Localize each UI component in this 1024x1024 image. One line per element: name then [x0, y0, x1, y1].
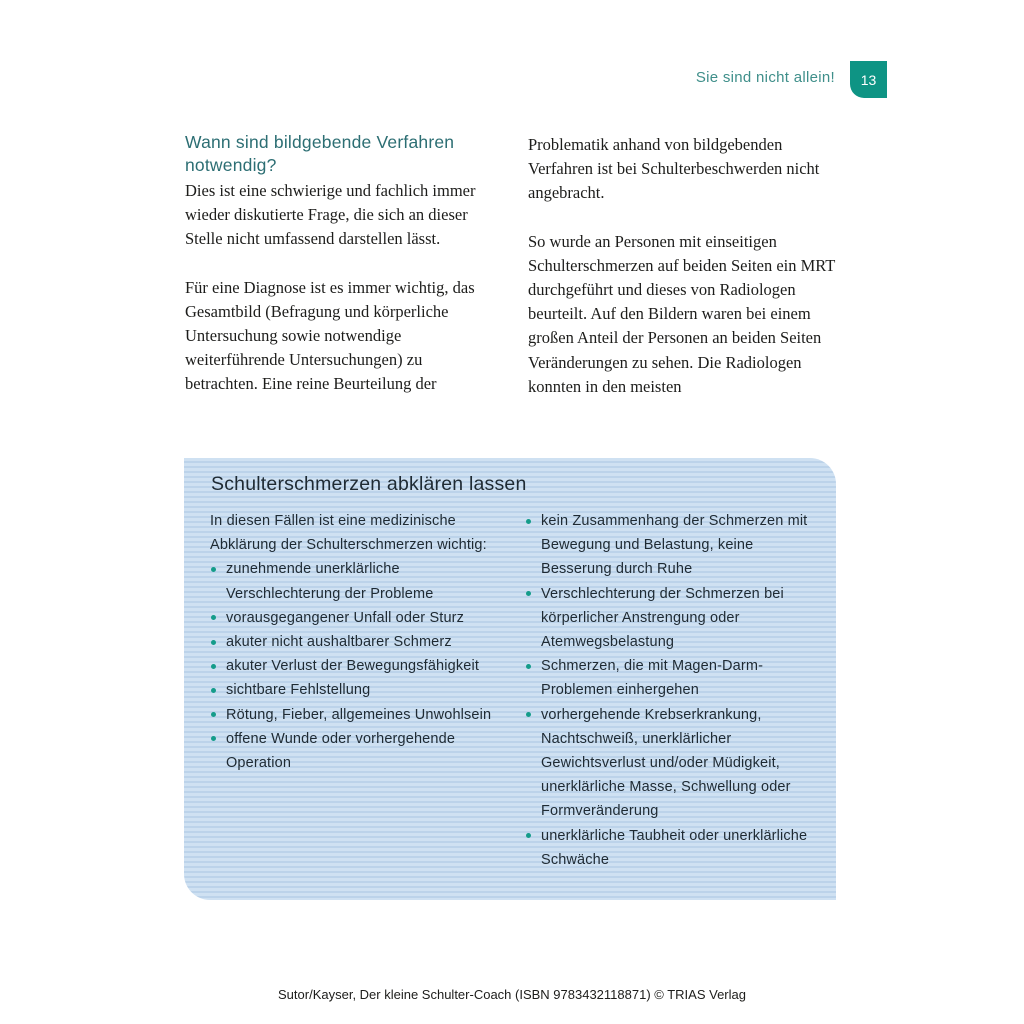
list-item [210, 678, 510, 702]
list-item-text: vorhergehende Krebserkrankung, Nachtschweiß, unerklärlicher Gewichtsverlust und/oder Müdigkeit, unerklärliche Masse, Schwellung oder Formveränderung [541, 706, 791, 820]
bullet-icon [526, 712, 531, 717]
list-item-text: Rötung, Fieber, allgemeines Unwohlsein [226, 706, 492, 723]
page-number-badge: 13 [850, 61, 887, 98]
list-item [210, 703, 510, 727]
list-item [210, 654, 510, 678]
article-left-column [185, 131, 495, 397]
info-box-right-column [525, 509, 825, 872]
list-item [525, 582, 825, 655]
list-item [525, 509, 825, 582]
list-item-text: sichtbare Fehlstellung [226, 682, 371, 699]
list-item [210, 557, 510, 605]
section-heading: Wann sind bildgebende Verfahren notwendig? [185, 132, 455, 175]
bullet-icon [211, 615, 216, 620]
symptom-list-right [525, 509, 825, 872]
list-item [525, 703, 825, 824]
list-item-text: Schmerzen, die mit Magen-Darm-Problemen einhergehen [541, 658, 764, 699]
list-item [525, 824, 825, 872]
bullet-icon [211, 688, 216, 693]
list-item-text: offene Wunde oder vorhergehende Operation [226, 730, 456, 772]
bullet-icon [526, 591, 531, 596]
running-header-title: Sie sind nicht allein! [695, 69, 835, 86]
info-box-title: Schulterschmerzen abklären lassen [211, 473, 527, 495]
info-box [184, 458, 836, 900]
list-item-text: unerklärliche Taubheit oder unerklärliche Schwäche [541, 827, 808, 868]
info-box-intro: In diesen Fällen ist eine medizinische Abklärung der Schulterschmerzen wichtig: [210, 513, 487, 554]
symptom-list-left [210, 557, 510, 775]
bullet-icon [211, 664, 216, 669]
bullet-icon [526, 833, 531, 838]
paragraph: So wurde an Personen mit einseitigen Schulterschmerzen auf beiden Seiten ein MRT durchgeführt und dieses von Radiologen beurteilt. Auf den Bildern waren bei einem großen Anteil der Personen an beiden Seiten Veränderungen zu sehen. Die Radiologen konnten in den meisten [528, 231, 836, 396]
list-item-text: zunehmende unerklärliche Verschlechterung der Probleme [226, 561, 434, 602]
list-item [525, 654, 825, 702]
list-item-text: kein Zusammenhang der Schmerzen mit Bewegung und Belastung, keine Besserung durch Ruhe [541, 513, 808, 578]
list-item-text: vorausgegangener Unfall oder Sturz [226, 609, 465, 626]
bullet-icon [211, 736, 216, 741]
bullet-icon [211, 640, 216, 645]
bullet-icon [526, 519, 531, 524]
list-item-text: akuter nicht aushaltbarer Schmerz [226, 634, 452, 651]
footer-credit: Sutor/Kayser, Der kleine Schulter-Coach (ISBN 9783432118871) © TRIAS Verlag [278, 987, 746, 1002]
list-item [210, 606, 510, 630]
list-item [210, 727, 510, 775]
article-right-column [528, 133, 838, 399]
list-item-text: akuter Verlust der Bewegungsfähigkeit [226, 658, 480, 675]
paragraph: Problematik anhand von bildgebenden Verfahren ist bei Schulterbeschwerden nicht angebracht. [528, 135, 820, 203]
bullet-icon [526, 664, 531, 669]
paragraph: Dies ist eine schwierige und fachlich immer wieder diskutierte Frage, die sich an dieser Stelle nicht umfassend darstellen lässt. [185, 181, 476, 249]
bullet-icon [211, 712, 216, 717]
info-box-left-column [210, 509, 510, 775]
paragraph: Für eine Diagnose ist es immer wichtig, das Gesamtbild (Befragung und körperliche Untersuchung sowie notwendige weiterführende Untersuchungen) zu betrachten. Eine reine Beurteilung der [185, 277, 475, 394]
list-item-text: Verschlechterung der Schmerzen bei körperlicher Anstrengung oder Atemwegsbelastung [541, 585, 784, 651]
list-item [210, 630, 510, 654]
bullet-icon [211, 567, 216, 572]
